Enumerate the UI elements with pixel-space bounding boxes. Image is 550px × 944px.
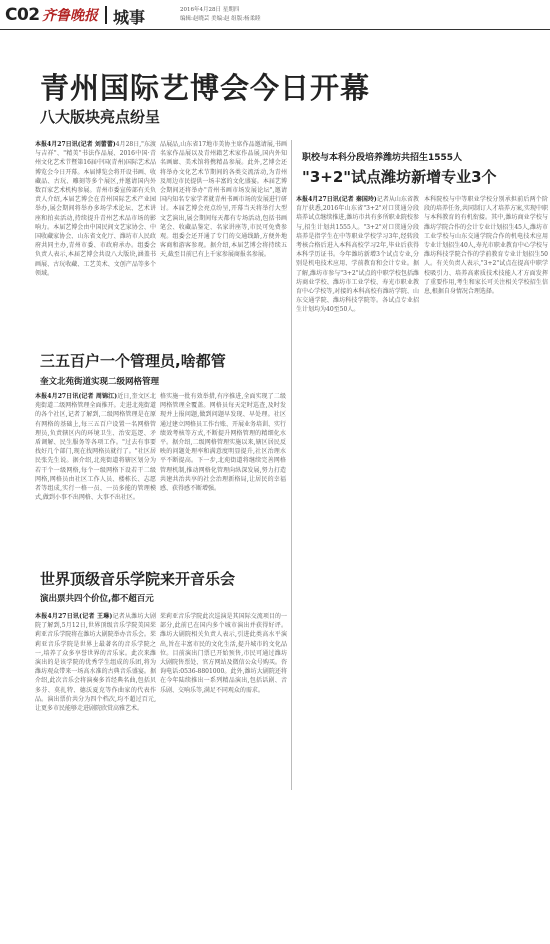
masthead-rule <box>0 29 550 30</box>
bottom-story-subhead: 演出票共四个价位,都不超百元 <box>40 594 154 604</box>
bottom-story-text-1: 记者从潍坊大剧院了解到,5月12日,世界顶级音乐学院美国茱莉亚音乐学院将在潍坊大剧院举办音乐会。茱莉亚音乐学院是世界上最著名的音乐学院之一,培养了众多享誉世界的音乐家。此次来潍演出的是该学院的优秀学生组成的乐团,将为潍坊观众带来一场高水准的古典音乐盛宴。据介绍,此次音乐会将演奏多首经典名曲,包括贝多芬、莫扎特、德沃夏克等作曲家的代表作品。演出票价共分为四个档次,均不超过百元,让更多市民能够走进剧院欣赏高雅艺术。 <box>35 613 156 713</box>
lead-headline: 青州国际艺博会今日开幕 <box>40 71 371 105</box>
newspaper-logo: 齐鲁晚报 <box>42 8 98 24</box>
lead-text-2: 品展品,山东省17地市美协主席作品邀请展,书画名家作品展以及青州籍艺术家作品展,国内外知名画廊、美术馆将携精品参展。此外,艺博会还将举办文化艺术节期间的各类交流活动,为青州及周边市民提供一场丰富的文化盛宴。本届艺博会期间还将举办"青州书画市场发展论坛",邀请国内知名专家学者就青州书画市场的发展进行研讨。本届艺博会亮点纷呈,开幕当天将举行大型文艺演出,展会期间每天都有专场活动,包括书画笔会、收藏品鉴定、名家讲座等,市民可免费参观。组委会还开通了专门的交通线路,方便外地客商和游客参观。据介绍,本届艺博会将持续五天,截至目前已有上千家参展商报名参展。 <box>160 141 287 259</box>
left-story-text-2: 格实施一批有效举措,有序推进,全面实现了二级网格管理全覆盖。网格员每天定时巡查,及时发现并上报问题,做到问题早发现、早处理。社区通过建立网格员工作台账、开展业务培训、实行绩效考核等方式,不断提升网格管理的精细化水平。据介绍,二级网格管理实施以来,辖区居民反映的问题处理率和满意度明显提升,社区治理水平不断提高。下一步,北苑街道将继续完善网格管理机制,推动网格化管理向纵深发展,努力打造共建共治共享的社会治理新格局,让居民的幸福感、获得感不断增强。 <box>160 393 286 493</box>
right-text-1: 记者从山东省教育厅获悉,2016年山东省"3+2"对口贯通分段培养试点继续推进,潍坊市共有多所职业院校参与,招生计划共1555人。"3+2"对口贯通分段培养是指学生在中等职业学校学习3年,经转段考核合格后进入本科高校学习2年,毕业后获得本科学历证书。今年潍坊新增3个试点专业,分别是机电技术应用、学前教育和会计专业。据了解,潍坊市参与"3+2"试点的中职学校包括潍坊商业学校、潍坊市工业学校、寿光市职业教育中心学校等,对接的本科高校有潍坊学院、山东交通学院、潍坊科技学院等。各试点专业招生计划均为40至50人。 <box>296 196 419 314</box>
left-story-subhead: 奎文北苑街道实现二级网格管理 <box>40 377 160 387</box>
right-byline: 本报4月27日讯(记者 秦国玲) <box>296 196 377 203</box>
bottom-story-text-2: 茱莉亚音乐学院此次巡演是其国际交流项目的一部分,此前已在国内多个城市演出并获得好评。潍坊大剧院相关负责人表示,引进此类高水平演出,旨在丰富市民的文化生活,提升城市的文化品位。目前演出门票已开始预售,市民可通过潍坊大剧院售票处、官方网站及微信公众号购买。咨询电话:0536-8801000。此外,潍坊大剧院还将在今年陆续推出一系列精品演出,包括话剧、音乐剧、交响乐等,满足不同观众的需求。 <box>160 613 287 694</box>
lead-text-1: 4月28日,"东渡与吉祥"、"精美"书法作品展、2016中国·青州文化艺术节暨第16届中国(青州)国际艺术品博览会今日开幕。本届博览会将开设书画、收藏品、古玩、雕刻等多个展区,并邀请国内外数百家艺术机构参展。青州市委宣传部有关负责人介绍,本届艺博会在青州国际艺术产业园举办,展会期间将举办多场学术论坛、艺术讲座和拍卖活动,持续提升青州艺术品市场的影响力。本届艺博会由中国民间文艺家协会、中国收藏家协会、山东省文化厅、潍坊市人民政府共同主办,青州市委、市政府承办。组委会负责人表示,本届艺博会共设八大版块,涵盖书画展、古玩收藏、工艺美术、文创产品等多个领域。 <box>35 141 156 277</box>
right-kicker: 职校与本科分段培养潍坊共招生1555人 <box>302 153 463 163</box>
right-column-2 <box>424 195 548 625</box>
issue-date: 2016年4月28日 星期四 <box>180 7 240 13</box>
right-column-1 <box>296 195 419 625</box>
lead-column-2 <box>160 140 287 340</box>
left-story-byline: 本报4月27日讯(记者 周锦江) <box>35 393 118 400</box>
bottom-story-column-1 <box>35 612 156 782</box>
right-headline: "3+2"试点潍坊新增专业3个 <box>302 168 497 186</box>
left-story-column-1 <box>35 392 156 562</box>
page-number: C02 <box>5 5 40 25</box>
left-story-column-2 <box>160 392 286 562</box>
issue-editors: 编辑:赵晓芸 美编:赵 组版:杨柔睦 <box>180 16 261 22</box>
right-text-2: 本科院校与中等职业学校分别承担前后两个阶段的培养任务,共同制订人才培养方案,实现中职与本科教育的有机衔接。其中,潍坊商业学校与潍坊学院合作的会计专业计划招生45人,潍坊市工业学校与山东交通学院合作的机电技术应用专业计划招生40人,寿光市职业教育中心学校与潍坊科技学院合作的学前教育专业计划招生50人。有关负责人表示,"3+2"试点在提高中职学校吸引力、培养高素质技术技能人才方面发挥了重要作用,考生和家长可关注相关学校招生信息,根据自身情况合理选择。 <box>424 196 548 296</box>
column-divider <box>291 140 292 790</box>
bottom-story-byline: 本报4月27日讯(记者 王琳) <box>35 613 113 620</box>
lead-byline: 本报4月27日讯(记者 刘蕾蕾) <box>35 141 116 148</box>
bottom-story-headline: 世界顶级音乐学院来开音乐会 <box>40 570 236 588</box>
lead-subhead: 八大版块亮点纷呈 <box>40 108 161 126</box>
masthead-separator <box>105 6 107 24</box>
section-name: 城事 <box>113 8 146 27</box>
masthead <box>0 0 550 30</box>
lead-column-1 <box>35 140 156 340</box>
left-story-text-1: 近日,奎文区北苑街道二级网格管理全面推开。走进北苑街道的各个社区,记者了解到,二级网格管理是在原有网格的基础上,每三五百户设置一名网格管理员,负责辖区内的环境卫生、治安巡逻、矛盾调解、民生服务等各项工作。"过去有事要找好几个部门,现在找网格员就行了。"社区居民张先生说。据介绍,北苑街道将辖区划分为若干个一级网格,每个一级网格下设若干二级网格,网格员由社区工作人员、楼栋长、志愿者等组成,实行一格一员、一员多能的管理模式,做到小事不出网格、大事不出社区。 <box>35 393 156 502</box>
issue-meta <box>180 6 340 24</box>
bottom-story-column-2 <box>160 612 287 782</box>
left-story-headline: 三五百户一个管理员,啥都管 <box>40 352 226 370</box>
